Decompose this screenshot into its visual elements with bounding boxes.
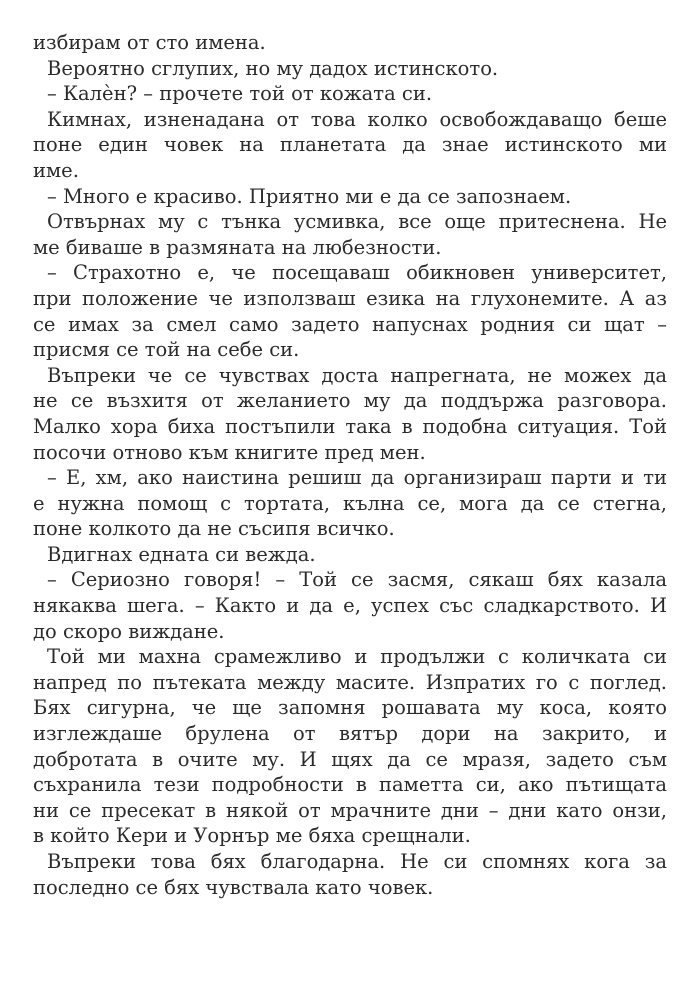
text-line: някаква шега. – Както и да е, успех със сладкарството. И [33, 594, 667, 618]
paragraph [33, 849, 667, 900]
paragraph [33, 30, 667, 56]
paragraph [33, 260, 667, 362]
paragraph [33, 107, 667, 184]
text-line: Вдигнах едната си вежда. [47, 542, 316, 566]
text-line: при положение че използваш езика на глухонемите. А аз [33, 286, 667, 310]
text-line: се имах за смел само задето напуснах родния си щат – [33, 312, 667, 336]
text-line: напред по пътеката между масите. Изпратих го с поглед. [33, 670, 667, 694]
text-line: ни се пресекат в някой от мрачните дни – дни като онзи, [33, 798, 667, 822]
text-line: – Много е красиво. Приятно ми е да се запознаем. [47, 184, 572, 208]
text-line: съхранила тези подробности в паметта си, ако пътищата [33, 773, 667, 797]
text-line: не се възхитя от желанието му да поддържа разговора. [33, 389, 667, 413]
paragraph [33, 465, 667, 542]
paragraph [33, 567, 667, 644]
paragraph [33, 209, 667, 260]
text-line: – Калѐн? – прочете той от кожата си. [47, 82, 433, 106]
paragraph [33, 184, 667, 210]
text-line: Въпреки това бях благодарна. Не си спомнях кога за [47, 850, 667, 873]
text-line: Той ми махна срамежливо и продължи с количката си [47, 645, 667, 669]
text-line: Отвърнах му с тънка усмивка, все още притеснена. Не [47, 210, 667, 234]
text-line: посочи отново към книгите пред мен. [33, 440, 426, 464]
text-line: добротата в очите му. И щях да се мразя, задето съм [33, 747, 667, 771]
text-line: Въпреки че се чувствах доста напрегната, не можех да [47, 363, 667, 387]
text-line: ме биваше в размяната на любезности. [33, 235, 442, 259]
text-line: до скоро виждане. [33, 619, 225, 643]
paragraph [33, 56, 667, 82]
book-page [33, 30, 667, 900]
text-line: изглеждаше брулена от вятър дори на закрито, и [33, 722, 667, 746]
text-line: присмя се той на себе си. [33, 338, 300, 362]
text-line: избирам от сто имена. [33, 31, 266, 54]
text-line: поне един човек на планетата да знае истинското ми [33, 133, 667, 157]
text-line: – Е, хм, ако наистина решиш да организираш парти и ти [47, 466, 667, 490]
text-line: – Страхотно е, че посещаваш обикновен университет, [47, 261, 667, 285]
paragraph [33, 81, 667, 107]
text-line: последно се бях чувствала като човек. [33, 875, 434, 899]
text-line: е нужна помощ с тортата, кълна се, мога да се стегна, [33, 491, 667, 515]
text-line: Малко хора биха постъпили така в подобна ситуация. Той [33, 414, 667, 438]
paragraph [33, 542, 667, 568]
text-line: в който Кери и Уорнър ме бяха срещнали. [33, 824, 471, 848]
text-line: поне колкото да не съсипя всичко. [33, 517, 395, 541]
paragraph [33, 363, 667, 465]
text-line: – Сериозно говоря! – Той се засмя, сякаш бях казала [47, 568, 667, 592]
text-line: име. [33, 158, 79, 182]
text-line: Бях сигурна, че ще запомня рошавата му коса, която [33, 696, 667, 720]
paragraph [33, 644, 667, 849]
text-line: Вероятно сглупих, но му дадох истинското. [47, 56, 499, 80]
text-line: Кимнах, изненадана от това колко освобождаващо беше [47, 107, 667, 131]
